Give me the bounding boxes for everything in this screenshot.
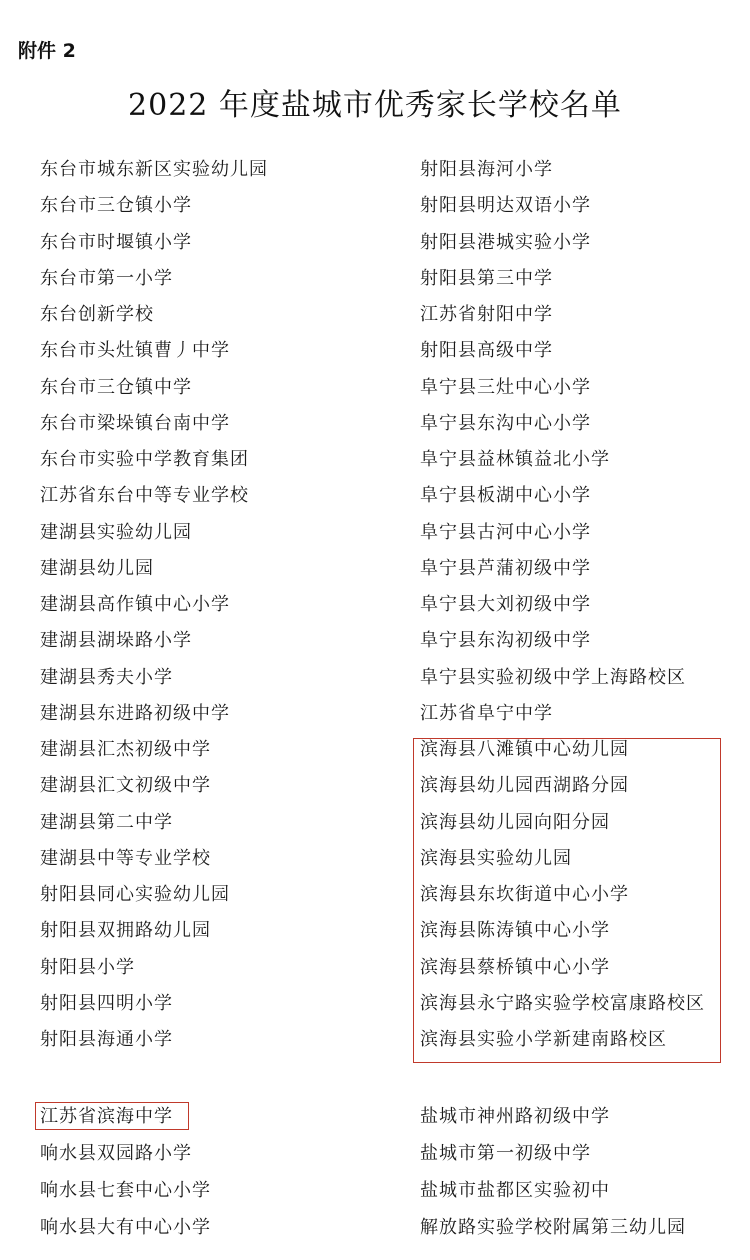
school-list-item: 射阳县双拥路幼儿园 <box>40 920 211 942</box>
school-list-item: 建湖县汇杰初级中学 <box>40 739 211 760</box>
school-list-item: 东台创新学校 <box>40 304 154 325</box>
school-list-item: 滨海县陈涛镇中心小学 <box>420 920 610 942</box>
school-list-item: 滨海县永宁路实验学校富康路校区 <box>420 992 705 1014</box>
school-list-item: 江苏省射阳中学 <box>420 304 553 325</box>
attachment-label: 附件 2 <box>18 40 76 62</box>
school-list-item: 阜宁县三灶中心小学 <box>420 376 591 398</box>
school-list-item: 盐城市神州路初级中学 <box>420 1106 610 1127</box>
school-list-item: 东台市城东新区实验幼儿园 <box>40 159 268 180</box>
highlight-box-binhai-middle-school <box>35 1102 189 1130</box>
school-list-item: 建湖县汇文初级中学 <box>40 775 211 797</box>
school-list-item: 江苏省阜宁中学 <box>420 702 553 724</box>
school-list-item: 建湖县湖垛路小学 <box>40 630 192 652</box>
school-list-item: 射阳县海河小学 <box>420 159 553 180</box>
school-list-item: 射阳县明达双语小学 <box>420 195 591 217</box>
school-list-item: 响水县七套中心小学 <box>40 1180 211 1201</box>
school-list-item: 解放路实验学校附属第三幼儿园 <box>420 1217 686 1238</box>
school-list-item: 阜宁县实验初级中学上海路校区 <box>420 666 686 688</box>
school-list-item: 阜宁县板湖中心小学 <box>420 485 591 507</box>
school-list-item: 建湖县第二中学 <box>40 811 173 833</box>
page-title: 2022 年度盐城市优秀家长学校名单 <box>128 88 622 123</box>
school-list-item: 射阳县高级中学 <box>420 340 553 362</box>
school-list-item: 东台市三仓镇小学 <box>40 195 192 217</box>
school-list-item: 滨海县八滩镇中心幼儿园 <box>420 739 629 760</box>
school-list-item: 阜宁县东沟初级中学 <box>420 630 591 652</box>
school-list-item: 射阳县港城实验小学 <box>420 231 591 253</box>
school-list-item: 东台市时堰镇小学 <box>40 231 192 253</box>
school-list-item: 东台市第一小学 <box>40 267 173 289</box>
school-list-item: 阜宁县古河中心小学 <box>420 521 591 543</box>
school-list-item: 射阳县四明小学 <box>40 992 173 1014</box>
school-list-item: 滨海县幼儿园西湖路分园 <box>420 775 629 797</box>
school-list-item: 阜宁县大刘初级中学 <box>420 594 591 615</box>
school-list-item: 建湖县幼儿园 <box>40 557 154 579</box>
school-list-item: 东台市三仓镇中学 <box>40 376 192 398</box>
school-list-item: 射阳县第三中学 <box>420 267 553 289</box>
school-list-item: 射阳县同心实验幼儿园 <box>40 884 230 905</box>
school-list-item: 滨海县蔡桥镇中心小学 <box>420 956 610 978</box>
school-list-item: 盐城市盐都区实验初中 <box>420 1180 610 1201</box>
school-list-item: 建湖县高作镇中心小学 <box>40 594 230 615</box>
school-list-item: 建湖县秀夫小学 <box>40 666 173 688</box>
school-list-item: 射阳县小学 <box>40 956 135 978</box>
school-list-item: 建湖县实验幼儿园 <box>40 521 192 543</box>
school-list-item: 响水县大有中心小学 <box>40 1217 211 1238</box>
school-list-item: 滨海县实验幼儿园 <box>420 847 572 869</box>
school-list-item: 阜宁县东沟中心小学 <box>420 412 591 434</box>
highlight-box-binhai-county <box>413 738 721 1063</box>
school-list-item: 盐城市第一初级中学 <box>420 1143 591 1164</box>
school-list-item: 射阳县海通小学 <box>40 1029 173 1050</box>
school-list-item: 滨海县幼儿园向阳分园 <box>420 811 610 833</box>
school-list-item: 建湖县中等专业学校 <box>40 847 211 869</box>
school-list-item: 建湖县东进路初级中学 <box>40 702 230 724</box>
school-list-item: 阜宁县芦蒲初级中学 <box>420 557 591 579</box>
school-list-item: 东台市梁垛镇台南中学 <box>40 412 230 434</box>
school-list-item: 响水县双园路小学 <box>40 1143 192 1164</box>
school-list-item: 阜宁县益林镇益北小学 <box>420 449 610 470</box>
school-list-item: 东台市头灶镇曹丿中学 <box>40 340 230 362</box>
school-list-item: 江苏省滨海中学 <box>40 1106 173 1127</box>
school-list-item: 滨海县东坎街道中心小学 <box>420 884 629 905</box>
school-list-item: 滨海县实验小学新建南路校区 <box>420 1029 667 1050</box>
school-list-item: 江苏省东台中等专业学校 <box>40 485 249 507</box>
school-list-item: 东台市实验中学教育集团 <box>40 449 249 470</box>
